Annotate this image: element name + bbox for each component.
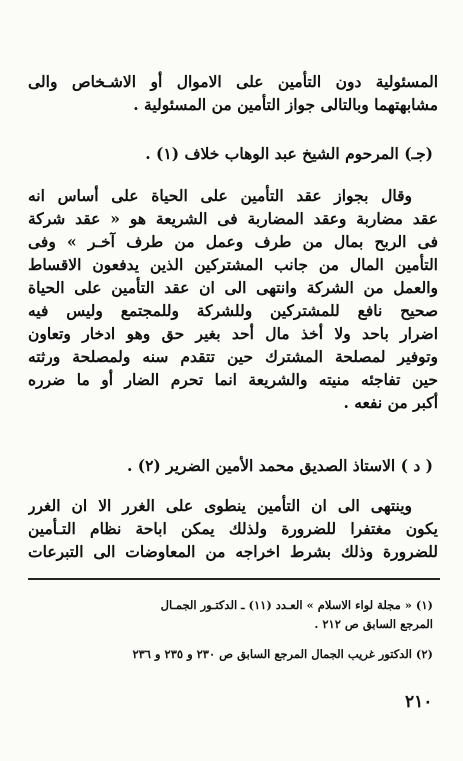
- text-line: عقد مضاربة وعقد المضاربة فى الشريعة هو « عقد شركة: [28, 209, 438, 228]
- text-line: أكبر من نفعه .: [343, 393, 438, 412]
- text-line: اضرار باحد ولا أخذ مال أحد بغير حق وهو ادخار وتعاون: [28, 324, 438, 343]
- text-line: التأمين المال من جانب المشتركين الذين يدفعون الاقساط: [28, 255, 438, 274]
- text-line: وتوفير لمصلحة المشترك حين تتقدم سنه ولمصلحة ورثته: [28, 347, 438, 366]
- footnote-1-line-2: المرجع السابق ص ٢١٢ .: [314, 617, 433, 631]
- text-line: حين تفاجئه منيته والشريعة انما تحرم الضار أو ما ضرره: [28, 370, 438, 389]
- footnote-2: (٢) الدكتور غريب الجمال المرجع السابق ص ٢٣٠ و ٢٣٥ و ٢٣٦: [132, 647, 433, 661]
- section-c-paragraph: [28, 184, 438, 414]
- section-d-paragraph: [28, 494, 438, 563]
- footnote-1-line-1: (١) « مجلة لواء الاسلام » العـدد (١١) ـ الدكتـور الجمـال: [160, 598, 433, 612]
- footnote-separator: [28, 578, 440, 580]
- section-heading-c: (جـ) المرحوم الشيخ عبد الوهاب خلاف (١) .: [145, 144, 433, 163]
- text-line: فى الربح بمال من طرف وعمل من طرف آخـر » وفى: [28, 232, 438, 251]
- text-line: للضرورة وذلك بشرط اخراجه من المعاوضات الى التبرعات: [28, 542, 438, 561]
- intro-paragraph: [28, 70, 438, 116]
- text-line: صحيح نافع للمشتركين وللشركة وللمجتمع وليس فيه: [28, 301, 438, 320]
- page-number: ٢١٠: [405, 692, 433, 712]
- section-heading-d: ( د ) الاستاذ الصديق محمد الأمين الضرير (٢) .: [126, 456, 433, 475]
- text-line: والعمل من الشركة وانتهى الى ان عقد التأمين على الحياة: [28, 278, 438, 297]
- text-line: وقال بجواز عقد التأمين على الحياة على أساس انه: [28, 186, 412, 205]
- text-line: مشابهتهما وبالتالى جواز التأمين من المسئولية .: [133, 95, 438, 114]
- text-line: وينتهى الى ان التأمين ينطوى على الغرر الا ان الغرر: [28, 496, 412, 515]
- text-line: المسئولية دون التأمين على الاموال أو الاشـخاص والى: [28, 72, 438, 91]
- text-line: يكون مغتفرا للضرورة ولذلك يمكن اباحة نظام التـأمين: [28, 519, 438, 538]
